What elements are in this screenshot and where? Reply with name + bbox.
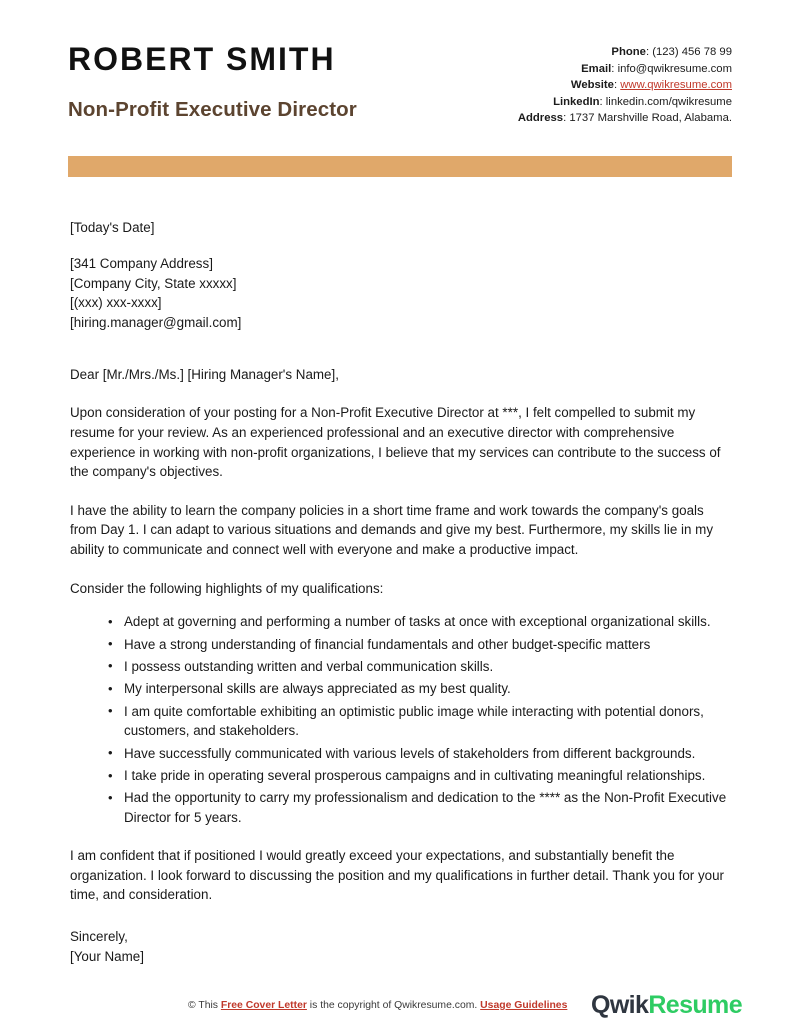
page-footer <box>0 993 800 1018</box>
logo-text-qwik: Qwik <box>590 991 649 1019</box>
signature-block <box>70 927 732 966</box>
contact-website-row <box>518 77 732 94</box>
closing-paragraph: I am confident that if positioned I would greatly exceed your expectations, and substantially benefit the organization. I look forward to discussing the position and my qualifications in further detail. Thank you for your time, and consideration. <box>70 848 725 903</box>
contact-address-row <box>518 110 732 127</box>
contact-website-link[interactable]: www.qwikresume.com <box>620 79 732 92</box>
salutation: Dear [Mr./Mrs./Ms.] [Hiring Manager's Name], <box>70 367 339 382</box>
contact-phone-label: Phone <box>611 46 646 58</box>
letter-date-block <box>70 218 732 237</box>
qualifications-lead-in: Consider the following highlights of my qualifications: <box>70 580 384 596</box>
contact-website-label: Website <box>570 79 614 92</box>
recipient-address-block <box>70 254 732 332</box>
list-item: • Adept at governing and performing a number of tasks at once with exceptional organizational skills. <box>108 612 732 631</box>
list-item: • I take pride in operating several prosperous campaigns and in cultivating meaningful relationships. <box>108 766 732 785</box>
contact-linkedin-label: LinkedIn <box>553 95 600 108</box>
contact-email-value[interactable]: info@qwikresume.com <box>617 62 732 75</box>
recipient-line: [hiring.manager@gmail.com] <box>70 314 242 330</box>
contact-address-value: 1737 Marshville Road, Alabama. <box>569 112 732 125</box>
candidate-identity <box>68 38 357 122</box>
qualifications-list <box>70 612 732 827</box>
list-item: • I am quite comfortable exhibiting an optimistic public image while interacting with potential donors, customers, and stakeholders. <box>108 702 732 741</box>
contact-details <box>518 38 732 127</box>
website-separator: : <box>613 79 621 92</box>
linkedin-separator: : <box>599 95 606 108</box>
logo-text-resume: Resume <box>648 991 742 1019</box>
signature-name: [Your Name] <box>70 948 144 964</box>
candidate-job-title: Non-Profit Executive Director <box>68 97 357 121</box>
list-item: • My interpersonal skills are always appreciated as my best quality. <box>108 679 732 698</box>
list-item: • Had the opportunity to carry my professionalism and dedication to the **** as the Non-Profit Executive Director for 5 years. <box>108 788 732 827</box>
list-item: • Have successfully communicated with various levels of stakeholders from different backgrounds. <box>108 744 732 763</box>
contact-email-label: Email <box>581 62 612 75</box>
contact-linkedin-value[interactable]: linkedin.com/qwikresume <box>605 95 732 108</box>
free-cover-letter-link[interactable]: Free Cover Letter <box>220 1000 307 1011</box>
usage-guidelines-link[interactable]: Usage Guidelines <box>480 1000 568 1011</box>
list-item: • I possess outstanding written and verbal communication skills. <box>108 657 732 676</box>
candidate-name: ROBERT SMITH <box>68 41 336 77</box>
sign-off: Sincerely, <box>70 929 128 944</box>
recipient-line: [341 Company Address] <box>70 256 213 272</box>
letter-body <box>0 218 800 966</box>
contact-phone-value: (123) 456 78 99 <box>652 46 732 58</box>
contact-phone-row <box>518 44 732 61</box>
recipient-line: [Company City, State xxxxx] <box>70 275 237 291</box>
address-separator: : <box>563 112 570 125</box>
copyright-notice <box>188 1000 567 1011</box>
list-item: • Have a strong understanding of financial fundamentals and other budget-specific matters <box>108 635 732 654</box>
body-paragraph-1: Upon consideration of your posting for a Non-Profit Executive Director at ***, I felt compelled to submit my resume for your review. As an experienced professional and an executive director with comprehensive experience in working with non-profit organizations, I believe that my services can contribute to the success of the company's objectives. <box>70 405 721 480</box>
contact-address-label: Address <box>517 112 564 125</box>
phone-separator: : <box>645 46 653 58</box>
qwikresume-logo[interactable] <box>591 993 742 1018</box>
copyright-middle: is the copyright of Qwikresume.com. <box>306 1000 481 1011</box>
contact-email-row <box>518 61 732 78</box>
letter-date: [Today's Date] <box>70 219 155 235</box>
copyright-prefix: © This <box>188 1000 221 1011</box>
email-separator: : <box>611 62 618 75</box>
accent-divider-bar <box>68 156 732 177</box>
letter-header <box>0 0 800 127</box>
contact-linkedin-row <box>518 94 732 111</box>
body-paragraph-2: I have the ability to learn the company policies in a short time frame and work towards the company's goals from Day 1. I can adapt to various situations and demands and give my best. Furthermore, my skills lie in my ability to communicate and connect well with everyone and make a productive impact. <box>70 502 714 557</box>
recipient-line: [(xxx) xxx-xxxx] <box>70 295 162 311</box>
